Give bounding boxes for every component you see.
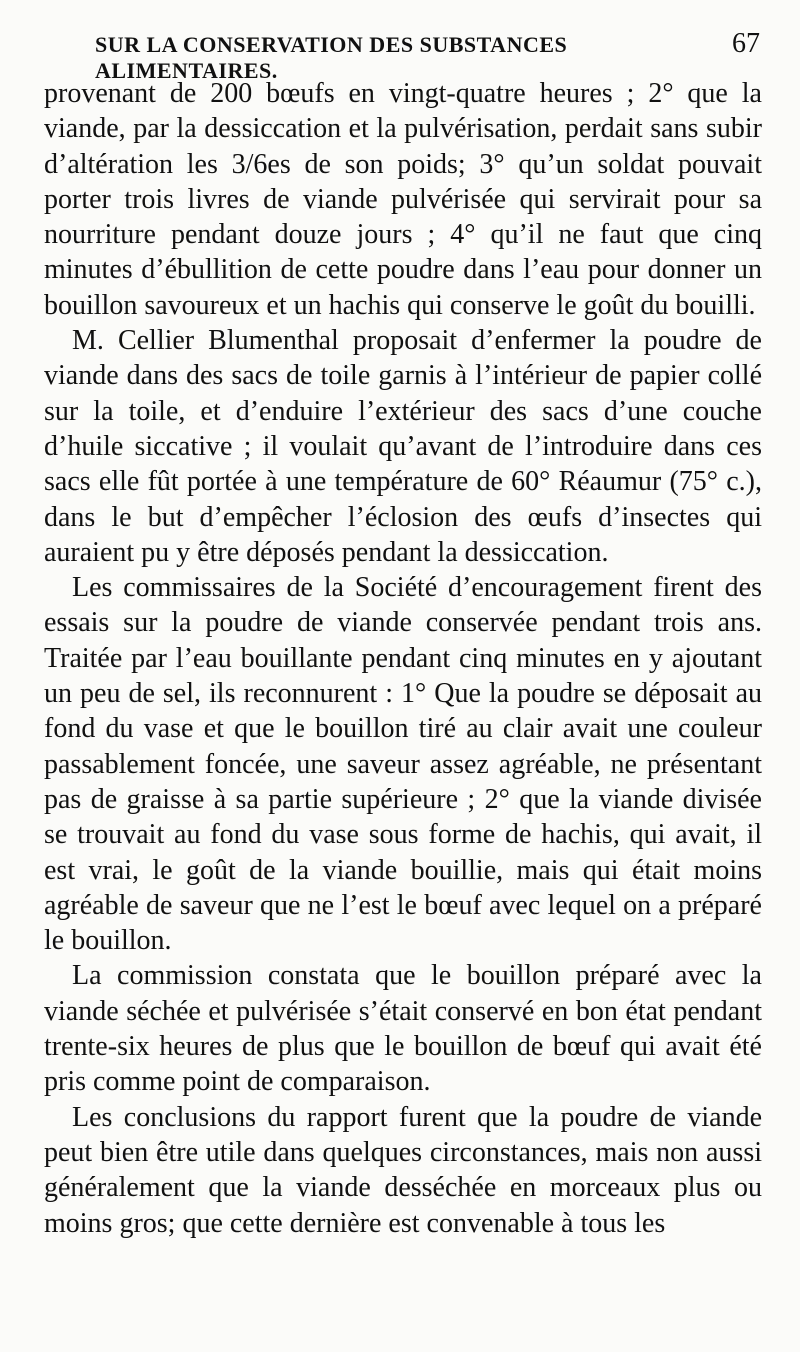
page-number: 67 (732, 28, 760, 59)
running-title: SUR LA CONSERVATION DES SUBSTANCES ALIMENTAIRES. (95, 32, 568, 83)
paragraph-continuation: provenant de 200 bœufs en vingt-quatre heures ; 2° que la viande, par la dessiccation et la pulvérisation, perdait sans subir d’altération les 3/6es de son poids; 3° qu’un soldat pouvait porter trois livres de viande pulvérisée qui servirait pour sa nourriture pendant douze jours ; 4° qu’il ne faut que cinq minutes d’ébullition de cette poudre dans l’eau pour donner un bouillon savoureux et un hachis qui conserve le goût du bouilli. (44, 78, 762, 321)
paragraph-cellier-blumenthal: M. Cellier Blumenthal proposait d’enfermer la poudre de viande dans des sacs de toile garnis à l’intérieur de papier collé sur la toile, et d’enduire l’extérieur des sacs d’une couche d’huile siccative ; il voulait qu’avant de l’introduire dans ces sacs elle fût portée à une température de 60° Réaumur (75° c.), dans le but d’empêcher l’éclosion des œufs d’insectes qui auraient pu y être déposés pendant la dessiccation. (44, 325, 762, 568)
paragraph-conclusions: Les conclusions du rapport furent que la poudre de viande peut bien être utile dans quelques circonstances, mais non aussi généralement que la viande desséchée en morceaux plus ou moins gros; que cette dernière est convenable à tous les (44, 1101, 762, 1239)
paragraph-commission: La commission constata que le bouillon préparé avec la viande séchée et pulvérisée s’était conservé en bon état pendant trente-six heures de plus que le bouillon de bœuf qui avait été pris comme point de comparaison. (44, 960, 762, 1098)
running-head (95, 28, 760, 83)
body-text (44, 76, 762, 1241)
paragraph-commissaires: Les commissaires de la Société d’encouragement firent des essais sur la poudre de viande conservée pendant trois ans. Traitée par l’eau bouillante pendant cinq minutes en y ajoutant un peu de sel, ils reconnurent : 1° Que la poudre se déposait au fond du vase et que le bouillon tiré au clair avait une couleur passablement foncée, une saveur assez agréable, ne présentant pas de graisse à sa partie supérieure ; 2° que la viande divisée se trouvait au fond du vase sous forme de hachis, qui avait, il est vrai, le goût de la viande bouillie, mais qui était moins agréable de saveur que ne l’est le bœuf avec lequel on a préparé le bouillon. (44, 572, 762, 957)
